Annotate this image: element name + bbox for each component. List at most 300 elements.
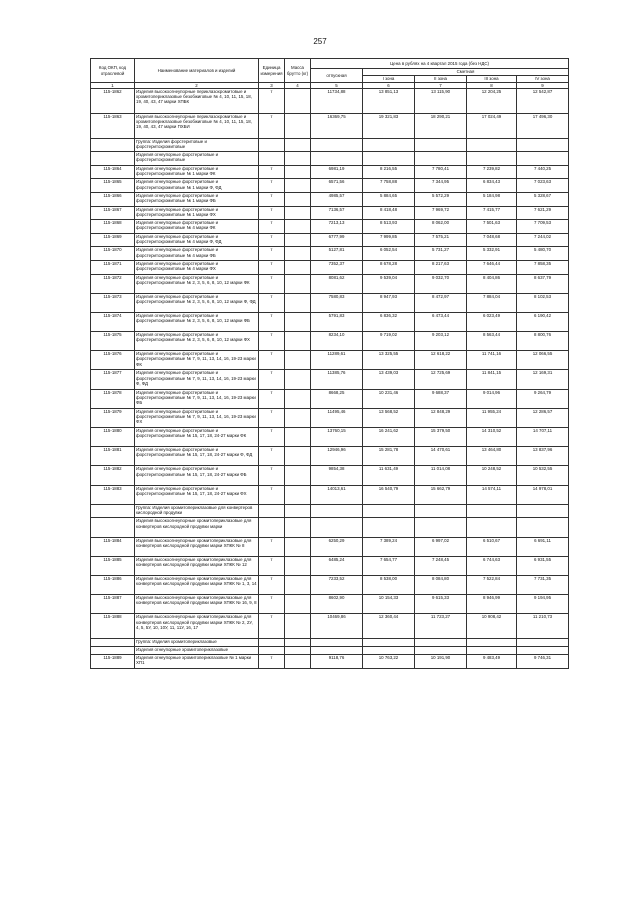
row-name: Изделия огнеупорные форстеритовые и форстеритохромитовые № 2, 3, 5, 6, 8, 10, 12 марки ФК — [135, 274, 259, 293]
row-price — [517, 504, 569, 518]
row-price: 7 244,02 — [517, 233, 569, 247]
row-mass — [285, 595, 311, 614]
row-mass — [285, 332, 311, 351]
row-price: 10 763,22 — [363, 655, 415, 669]
row-unit: т — [259, 274, 285, 293]
row-price: 7 575,21 — [415, 233, 467, 247]
column-number: 7 — [415, 83, 467, 89]
row-price: 8 947,93 — [363, 293, 415, 312]
row-name: Изделия огнеупорные форстеритовые и форстеритохромитовые № 1 марки ФК — [135, 165, 259, 179]
row-price: 12 725,69 — [415, 370, 467, 389]
row-price: 10469,86 — [311, 614, 363, 639]
row-price: 7 969,72 — [415, 206, 467, 220]
row-name: Изделия огнеупорные форстеритовые и форстеритохромитовые № 1 марки ФХ — [135, 206, 259, 220]
row-name: Изделия высокоогнеупорные хромитопериклазовые для конвертеров кислородной продувки марки ХПКК № 2, 2У, 4, 5, 5У, 10, 10У, 11, 11У, 16, 17 — [135, 614, 259, 639]
table-row — [91, 595, 569, 614]
row-code: 115-1880 — [91, 428, 135, 447]
table-row — [91, 312, 569, 331]
row-price: 13 464,80 — [467, 447, 517, 466]
row-price: 11385,76 — [311, 370, 363, 389]
row-unit: т — [259, 595, 285, 614]
table-row — [91, 179, 569, 193]
row-price — [467, 504, 517, 518]
row-mass — [285, 165, 311, 179]
row-price: 8 216,55 — [363, 165, 415, 179]
row-unit — [259, 647, 285, 655]
row-price: 8 563,44 — [467, 332, 517, 351]
row-price: 12 286,57 — [517, 408, 569, 427]
row-mass — [285, 518, 311, 537]
header-zone-4: IV зона — [517, 76, 569, 83]
table-row — [91, 614, 569, 639]
row-price: 12 169,31 — [517, 370, 569, 389]
row-name: Изделия огнеупорные хромитопериклазовые — [135, 647, 259, 655]
row-mass — [285, 485, 311, 504]
row-price: 15 281,78 — [363, 447, 415, 466]
row-price — [311, 504, 363, 518]
table-row — [91, 89, 569, 114]
row-name: Изделия огнеупорные форстеритовые и форстеритохромитовые № 1 марки ФБ — [135, 192, 259, 206]
row-price: 18 290,21 — [415, 113, 467, 138]
table-row — [91, 389, 569, 408]
table-row — [91, 537, 569, 556]
row-price: 4985,57 — [311, 192, 363, 206]
row-name: Изделия огнеупорные форстеритовые и форстеритохромитовые № 7, 9, 11, 13, 14, 16, 19-23 марки Ф, ФД — [135, 370, 259, 389]
row-price: 7 780,41 — [415, 165, 467, 179]
row-price: 11 723,27 — [415, 614, 467, 639]
header-otp: отпускная — [311, 69, 363, 83]
row-name: Изделия высокоогнеупорные хромитопериклазовые для конвертеров кислородной продувки марки — [135, 518, 259, 537]
row-price: 12 360,44 — [363, 614, 415, 639]
row-unit: т — [259, 351, 285, 370]
row-price: 14 310,52 — [467, 428, 517, 447]
table-row — [91, 655, 569, 669]
header-code: Код ОКП, код отраслевой — [91, 59, 135, 83]
row-unit: т — [259, 485, 285, 504]
row-price: 9 194,95 — [517, 595, 569, 614]
row-price: 7 415,77 — [467, 206, 517, 220]
row-price: 9118,76 — [311, 655, 363, 669]
row-price: 8668,25 — [311, 389, 363, 408]
row-price: 7 621,29 — [517, 206, 569, 220]
table-row — [91, 152, 569, 166]
row-unit: т — [259, 447, 285, 466]
row-unit: т — [259, 556, 285, 575]
row-price — [467, 639, 517, 647]
row-price: 7 239,82 — [467, 165, 517, 179]
row-price: 5 480,70 — [517, 247, 569, 261]
row-code: 115-1869 — [91, 233, 135, 247]
row-price: 9854,38 — [311, 466, 363, 485]
row-code — [91, 152, 135, 166]
table-row — [91, 293, 569, 312]
row-price: 6 997,02 — [415, 537, 467, 556]
row-price: 8234,10 — [311, 332, 363, 351]
row-unit — [259, 639, 285, 647]
row-price: 7 646,44 — [467, 260, 517, 274]
table-row — [91, 332, 569, 351]
row-code: 115-1870 — [91, 247, 135, 261]
row-price: 7 999,85 — [363, 233, 415, 247]
row-code: 115-1866 — [91, 192, 135, 206]
row-price: 10 191,90 — [415, 655, 467, 669]
row-mass — [285, 370, 311, 389]
row-price: 6 931,55 — [517, 556, 569, 575]
row-mass — [285, 293, 311, 312]
header-smet: Сметная — [363, 69, 569, 76]
table-row — [91, 485, 569, 504]
row-code: 115-1863 — [91, 113, 135, 138]
row-price — [467, 138, 517, 152]
row-unit: т — [259, 206, 285, 220]
row-unit — [259, 518, 285, 537]
row-mass — [285, 274, 311, 293]
row-price — [467, 152, 517, 166]
row-name: Изделия высокоогнеупорные хромитопериклазовые для конвертеров кислородной продувки марки ХПКК № 1, 3, 14 — [135, 575, 259, 594]
row-price: 7352,37 — [311, 260, 363, 274]
column-number: 4 — [285, 83, 311, 89]
row-price: 9 615,33 — [415, 595, 467, 614]
row-price: 8 946,99 — [467, 595, 517, 614]
row-price — [363, 639, 415, 647]
row-mass — [285, 428, 311, 447]
row-price: 14 574,11 — [467, 485, 517, 504]
row-name: Изделия огнеупорные хромитопериклазовые № 1 марки ХП1 — [135, 655, 259, 669]
row-price: 7 501,63 — [467, 220, 517, 234]
row-unit: т — [259, 293, 285, 312]
column-number: 1 — [91, 83, 135, 89]
row-mass — [285, 655, 311, 669]
row-name: Группа: Изделия форстеритовые и форстеритохромитовые — [135, 138, 259, 152]
row-price: 7 389,24 — [363, 537, 415, 556]
row-name: Изделия огнеупорные форстеритовые и форстеритохромитовые № 4 марки ФК — [135, 220, 259, 234]
row-price: 5 884,65 — [363, 192, 415, 206]
row-price: 11 841,15 — [467, 370, 517, 389]
row-code — [91, 138, 135, 152]
table-row — [91, 220, 569, 234]
row-price: 6 836,32 — [363, 312, 415, 331]
row-price: 6250,29 — [311, 537, 363, 556]
row-unit: т — [259, 89, 285, 114]
row-price: 8 062,00 — [415, 220, 467, 234]
row-code: 115-1876 — [91, 351, 135, 370]
row-price: 7 858,35 — [517, 260, 569, 274]
row-code: 115-1885 — [91, 556, 135, 575]
row-price: 7 048,68 — [467, 233, 517, 247]
table-row — [91, 408, 569, 427]
header-unit: Единица измерения — [259, 59, 285, 83]
row-price: 6 834,43 — [467, 179, 517, 193]
row-code: 115-1872 — [91, 274, 135, 293]
row-price — [517, 152, 569, 166]
row-price: 10 231,46 — [363, 389, 415, 408]
row-mass — [285, 113, 311, 138]
row-code: 115-1883 — [91, 485, 135, 504]
row-price: 14 978,01 — [517, 485, 569, 504]
table-row — [91, 466, 569, 485]
row-unit: т — [259, 575, 285, 594]
row-price: 10 532,55 — [517, 466, 569, 485]
row-price: 11734,88 — [311, 89, 363, 114]
row-price: 6981,19 — [311, 165, 363, 179]
row-name: Изделия огнеупорные форстеритовые и форстеритохромитовые № 4 марки Ф, ФД — [135, 233, 259, 247]
row-price: 8 084,80 — [415, 575, 467, 594]
row-unit: т — [259, 332, 285, 351]
row-price: 14013,61 — [311, 485, 363, 504]
row-price: 12 848,29 — [415, 408, 467, 427]
row-price — [517, 647, 569, 655]
row-code: 115-1887 — [91, 595, 135, 614]
row-code: 115-1884 — [91, 537, 135, 556]
row-name: Изделия огнеупорные форстеритовые и форстеритохромитовые № 2, 3, 5, 6, 8, 10, 12 марки Ф, ФД — [135, 293, 259, 312]
row-price: 17 496,30 — [517, 113, 569, 138]
row-price: 14 470,61 — [415, 447, 467, 466]
header-zone-3: III зона — [467, 76, 517, 83]
row-name: Изделия огнеупорные форстеритовые и форстеритохромитовые № 7, 9, 11, 13, 14, 16, 19-23 марки ФБ — [135, 389, 259, 408]
row-name: Изделия огнеупорные форстеритовые и форстеритохромитовые № 2, 3, 5, 6, 8, 10, 12 марки ФХ — [135, 332, 259, 351]
row-price: 7 731,35 — [517, 575, 569, 594]
row-mass — [285, 504, 311, 518]
row-code: 115-1874 — [91, 312, 135, 331]
row-price: 13 439,03 — [363, 370, 415, 389]
row-price: 6 691,11 — [517, 537, 569, 556]
row-price: 9 264,79 — [517, 389, 569, 408]
row-mass — [285, 233, 311, 247]
row-unit — [259, 138, 285, 152]
row-code: 115-1875 — [91, 332, 135, 351]
row-price: 15 379,50 — [415, 428, 467, 447]
row-price — [415, 504, 467, 518]
row-mass — [285, 247, 311, 261]
row-price: 13760,15 — [311, 428, 363, 447]
column-number: 3 — [259, 83, 285, 89]
row-price — [415, 647, 467, 655]
row-name: Изделия огнеупорные форстеритовые и форстеритохромитовые № 15, 17, 18, 24-27 марки Ф, ФД — [135, 447, 259, 466]
row-name: Группа: Изделия хромитопериклазовые — [135, 639, 259, 647]
row-price: 8 800,76 — [517, 332, 569, 351]
row-code: 115-1867 — [91, 206, 135, 220]
table-row — [91, 138, 569, 152]
row-price: 5 184,98 — [467, 192, 517, 206]
row-price: 14 707,11 — [517, 428, 569, 447]
row-name: Изделия огнеупорные форстеритовые и форстеритохромитовые № 4 марки ФХ — [135, 260, 259, 274]
row-unit: т — [259, 113, 285, 138]
row-code: 115-1889 — [91, 655, 135, 669]
row-price: 5 572,29 — [415, 192, 467, 206]
row-price: 7 248,45 — [415, 556, 467, 575]
row-price: 11 631,49 — [363, 466, 415, 485]
row-name: Изделия огнеупорные форстеритовые и форстеритохромитовые № 15, 17, 18, 24-27 марки ФК — [135, 428, 259, 447]
row-price — [517, 639, 569, 647]
row-price: 11 210,73 — [517, 614, 569, 639]
row-price: 5127,81 — [311, 247, 363, 261]
row-price — [311, 152, 363, 166]
table-row — [91, 165, 569, 179]
row-code: 115-1882 — [91, 466, 135, 485]
row-price: 7136,57 — [311, 206, 363, 220]
row-code: 115-1877 — [91, 370, 135, 389]
row-code: 115-1865 — [91, 179, 135, 193]
row-price: 8 637,79 — [517, 274, 569, 293]
row-mass — [285, 614, 311, 639]
row-code: 115-1878 — [91, 389, 135, 408]
header-mass: Масса брутто (кг) — [285, 59, 311, 83]
table-row — [91, 428, 569, 447]
row-price: 8 418,48 — [363, 206, 415, 220]
table-row — [91, 370, 569, 389]
row-price: 11 741,16 — [467, 351, 517, 370]
row-price — [363, 504, 415, 518]
row-price: 5 731,27 — [415, 247, 467, 261]
row-price: 8 538,00 — [363, 575, 415, 594]
row-name: Изделия огнеупорные форстеритовые и форстеритохромитовые № 7, 9, 11, 13, 14, 16, 19-23 марки ФК — [135, 351, 259, 370]
table-row — [91, 639, 569, 647]
row-price: 7580,83 — [311, 293, 363, 312]
row-price: 6 510,67 — [467, 537, 517, 556]
column-number: 6 — [363, 83, 415, 89]
row-code: 115-1862 — [91, 89, 135, 114]
row-unit: т — [259, 179, 285, 193]
row-mass — [285, 192, 311, 206]
row-price: 16 241,62 — [363, 428, 415, 447]
row-price: 12 066,55 — [517, 351, 569, 370]
row-price: 7 709,53 — [517, 220, 569, 234]
row-price: 17 024,49 — [467, 113, 517, 138]
row-price: 8 678,28 — [363, 260, 415, 274]
row-price — [363, 647, 415, 655]
row-name: Изделия высокоогнеупорные хромитопериклазовые для конвертеров кислородной продувки марки ХПКК № 12 — [135, 556, 259, 575]
row-price: 11 955,24 — [467, 408, 517, 427]
row-unit: т — [259, 260, 285, 274]
row-price: 13 325,55 — [363, 351, 415, 370]
row-unit: т — [259, 466, 285, 485]
table-row — [91, 113, 569, 138]
row-unit: т — [259, 247, 285, 261]
row-price: 6 190,42 — [517, 312, 569, 331]
row-unit: т — [259, 428, 285, 447]
row-price: 9 746,31 — [517, 655, 569, 669]
row-code: 115-1886 — [91, 575, 135, 594]
row-mass — [285, 179, 311, 193]
row-price — [415, 639, 467, 647]
row-unit: т — [259, 192, 285, 206]
row-unit: т — [259, 655, 285, 669]
row-price: 9 014,96 — [467, 389, 517, 408]
row-price: 13 568,52 — [363, 408, 415, 427]
row-price: 6 023,49 — [467, 312, 517, 331]
row-price: 9 719,02 — [363, 332, 415, 351]
row-unit: т — [259, 408, 285, 427]
row-price: 5 332,91 — [467, 247, 517, 261]
row-code — [91, 504, 135, 518]
table-row — [91, 351, 569, 370]
table-row — [91, 206, 569, 220]
row-price: 7 440,25 — [517, 165, 569, 179]
row-code: 115-1868 — [91, 220, 135, 234]
row-code: 115-1879 — [91, 408, 135, 427]
row-code: 115-1871 — [91, 260, 135, 274]
row-code — [91, 518, 135, 537]
row-mass — [285, 466, 311, 485]
row-price: 6 052,54 — [363, 247, 415, 261]
header-zone-2: II зона — [415, 76, 467, 83]
table-row — [91, 504, 569, 518]
row-price: 7 654,77 — [363, 556, 415, 575]
header-price: Цена в рублях на 4 квартал 2015 года (без НДС) — [311, 59, 569, 69]
row-price: 7 758,88 — [363, 179, 415, 193]
row-price — [467, 518, 517, 537]
row-price: 6 473,44 — [415, 312, 467, 331]
row-mass — [285, 260, 311, 274]
row-price: 10 248,52 — [467, 466, 517, 485]
row-price — [415, 152, 467, 166]
header-zone-1: I зона — [363, 76, 415, 83]
row-unit: т — [259, 220, 285, 234]
row-unit: т — [259, 165, 285, 179]
row-price: 7 884,04 — [467, 293, 517, 312]
row-price: 15 662,79 — [415, 485, 467, 504]
row-price: 8602,90 — [311, 595, 363, 614]
page-number: 257 — [313, 37, 327, 46]
row-mass — [285, 312, 311, 331]
row-price: 8 217,63 — [415, 260, 467, 274]
row-mass — [285, 447, 311, 466]
row-price: 16369,75 — [311, 113, 363, 138]
row-name: Изделия высокоогнеупорные хромитопериклазовые для конвертеров кислородной продувки марки ХПКК № 16, 9, 8 — [135, 595, 259, 614]
row-name: Изделия огнеупорные форстеритовые и форстеритохромитовые № 7, 9, 11, 13, 14, 16, 19-23 марки ФХ — [135, 408, 259, 427]
row-price — [415, 138, 467, 152]
table-row — [91, 518, 569, 537]
row-price: 13 837,96 — [517, 447, 569, 466]
row-price: 5791,83 — [311, 312, 363, 331]
row-price — [311, 647, 363, 655]
row-price: 7 344,95 — [415, 179, 467, 193]
row-price — [467, 647, 517, 655]
column-number: 9 — [517, 83, 569, 89]
row-code: 115-1888 — [91, 614, 135, 639]
row-mass — [285, 408, 311, 427]
row-price: 9 688,37 — [415, 389, 467, 408]
row-unit: т — [259, 370, 285, 389]
row-price: 9 203,12 — [415, 332, 467, 351]
row-code: 115-1881 — [91, 447, 135, 466]
row-price: 11289,61 — [311, 351, 363, 370]
row-price — [363, 138, 415, 152]
price-table — [90, 58, 569, 669]
row-price: 12 542,87 — [517, 89, 569, 114]
table-row — [91, 575, 569, 594]
row-price: 10 908,42 — [467, 614, 517, 639]
row-price: 6777,99 — [311, 233, 363, 247]
row-name: Изделия огнеупорные форстеритовые и форстеритохромитовые № 1 марки Ф, ФД — [135, 179, 259, 193]
row-name: Изделия огнеупорные форстеритовые и форстеритохромитовые № 2, 3, 5, 6, 8, 10, 12 марки ФБ — [135, 312, 259, 331]
row-price: 19 321,83 — [363, 113, 415, 138]
row-price: 8 102,53 — [517, 293, 569, 312]
row-price: 7233,52 — [311, 575, 363, 594]
row-price: 5 328,67 — [517, 192, 569, 206]
table-row — [91, 247, 569, 261]
row-price — [517, 138, 569, 152]
row-mass — [285, 537, 311, 556]
row-name: Изделия огнеупорные форстеритовые и форстеритохромитовые № 15, 17, 18, 24-27 марки ФХ — [135, 485, 259, 504]
row-price: 12 618,22 — [415, 351, 467, 370]
row-price: 7 522,84 — [467, 575, 517, 594]
row-price: 13 115,90 — [415, 89, 467, 114]
table-row — [91, 192, 569, 206]
row-price — [363, 518, 415, 537]
row-name: Группа: Изделия хромитопериклазовые для конвертеров кислородной продувки — [135, 504, 259, 518]
row-name: Изделия высокоогнеупорные хромитопериклазовые для конвертеров кислородной продувки марки ХПКК № 8 — [135, 537, 259, 556]
